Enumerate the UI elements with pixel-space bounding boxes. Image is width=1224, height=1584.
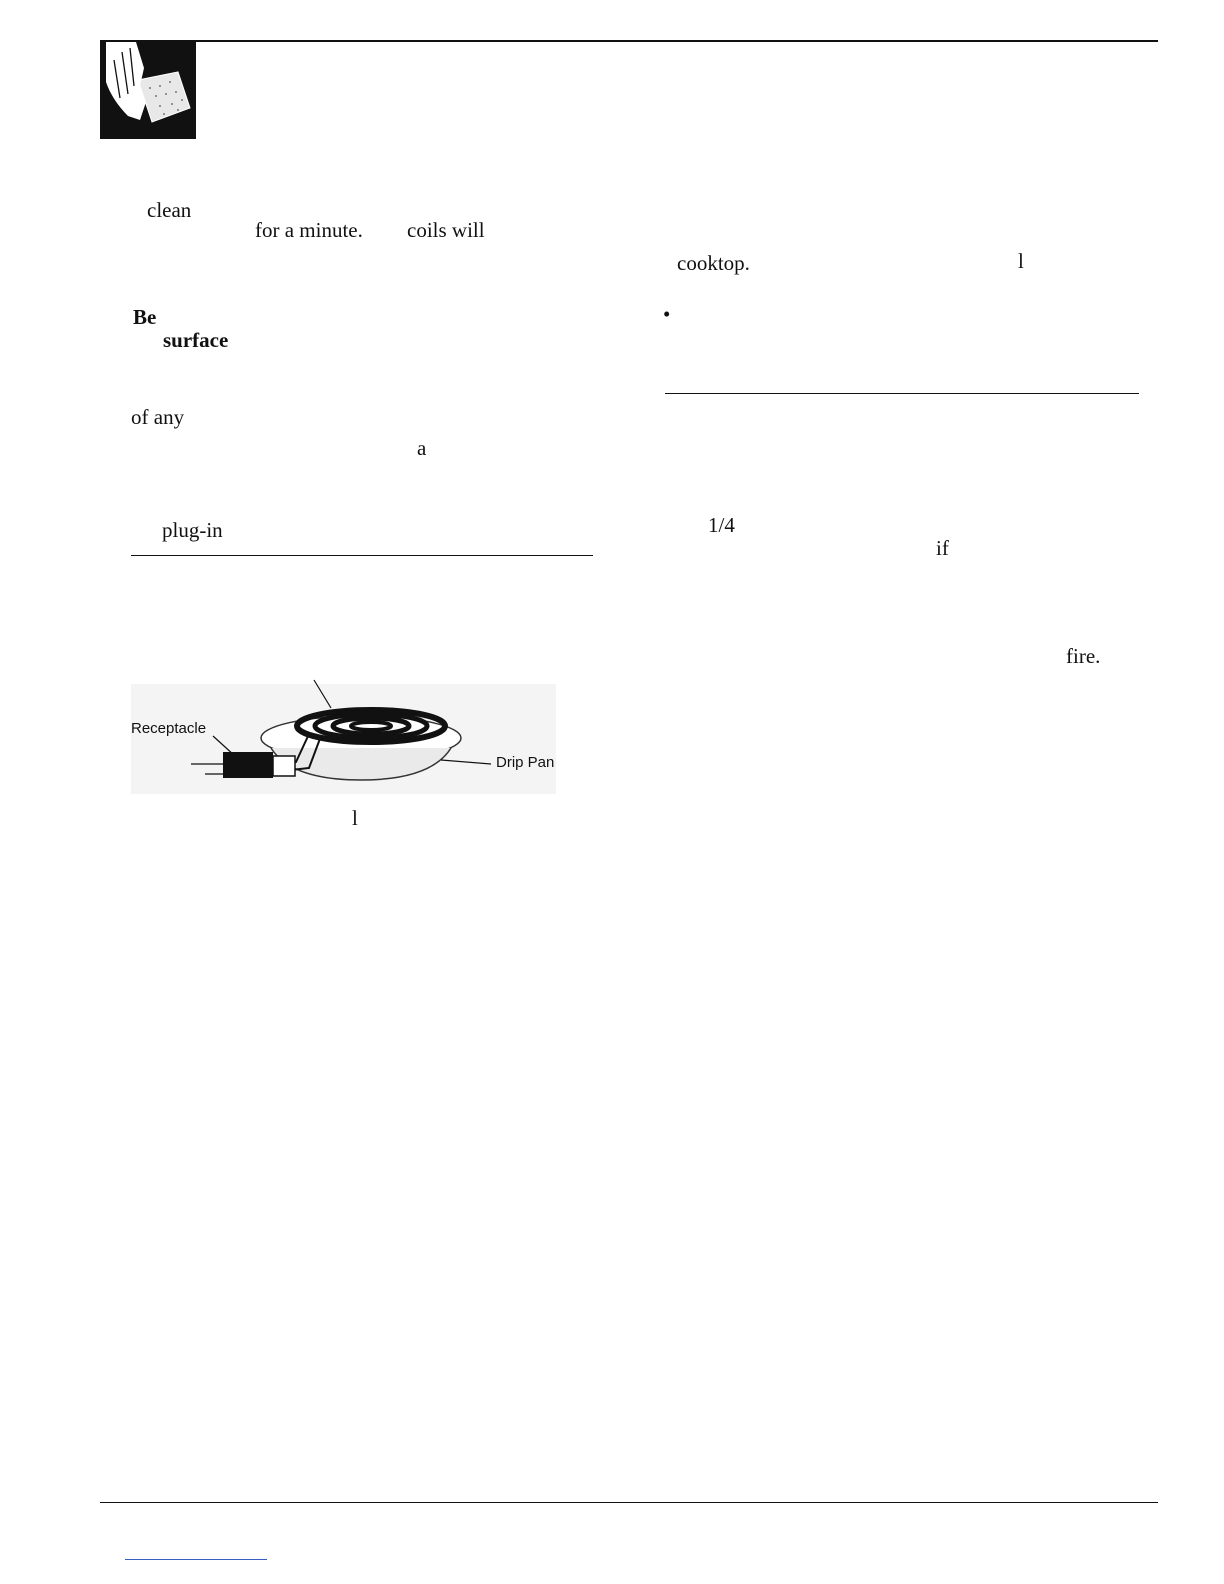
text-clean: clean <box>147 198 192 222</box>
text-quarter: 1/4 <box>708 513 735 537</box>
header-rule <box>100 40 1158 42</box>
text-a: a <box>417 436 427 460</box>
hand-sponge-icon <box>100 42 196 139</box>
right-section-rule <box>665 393 1139 394</box>
text-be: Be <box>133 305 157 329</box>
text-cooktop: cooktop. <box>677 251 750 275</box>
text-fire: fire. <box>1066 644 1101 668</box>
left-section-rule <box>131 555 593 556</box>
text-coils-will: coils will <box>407 218 485 242</box>
footer-rule <box>100 1502 1158 1503</box>
text-for-a-minute: for a minute. <box>255 218 363 242</box>
text-plug-in: plug-in <box>162 518 223 542</box>
bullet-point: • <box>663 302 671 326</box>
label-receptacle: Receptacle <box>131 720 207 737</box>
label-drip-pan: Drip Pan <box>496 754 555 771</box>
text-figure-caption-fragment: l <box>352 806 358 830</box>
text-of-any: of any <box>131 405 185 429</box>
text-surface: surface <box>163 328 229 352</box>
text-one: l <box>1018 249 1024 273</box>
footer-link-underline[interactable] <box>125 1559 267 1560</box>
text-if: if <box>936 536 949 560</box>
